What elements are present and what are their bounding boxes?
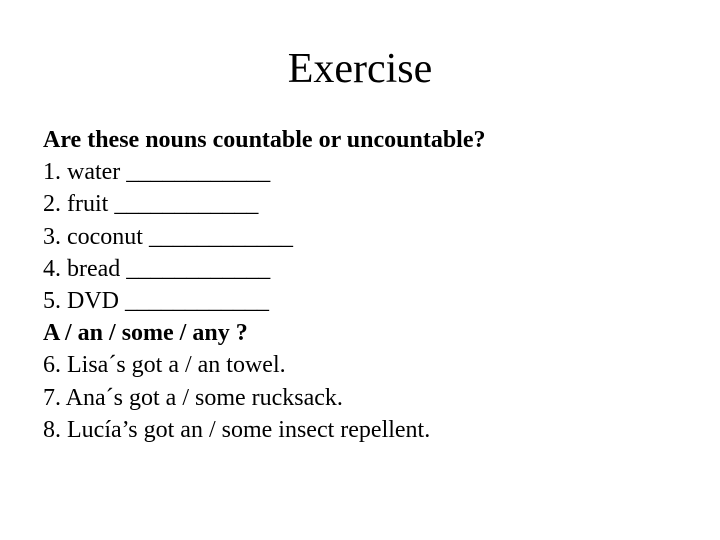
exercise-item-4: 4. bread ____________ — [43, 255, 271, 282]
section-heading-countable: Are these nouns countable or uncountable? — [43, 127, 486, 153]
exercise-item-3: 3. coconut ____________ — [43, 223, 293, 250]
exercise-item-1: 1. water ____________ — [43, 159, 271, 186]
exercise-content — [43, 124, 683, 446]
exercise-item-7: 7. Ana´s got a / some rucksack. — [43, 384, 343, 411]
slide-title: Exercise — [287, 46, 433, 92]
exercise-item-5: 5. DVD ____________ — [43, 288, 269, 315]
section-heading-articles: A / an / some / any ? — [43, 320, 248, 347]
exercise-item-8: 8. Lucía’s got an / some insect repellent. — [43, 416, 431, 443]
exercise-item-2: 2. fruit ____________ — [43, 191, 259, 218]
exercise-item-6: 6. Lisa´s got a / an towel. — [43, 352, 286, 379]
